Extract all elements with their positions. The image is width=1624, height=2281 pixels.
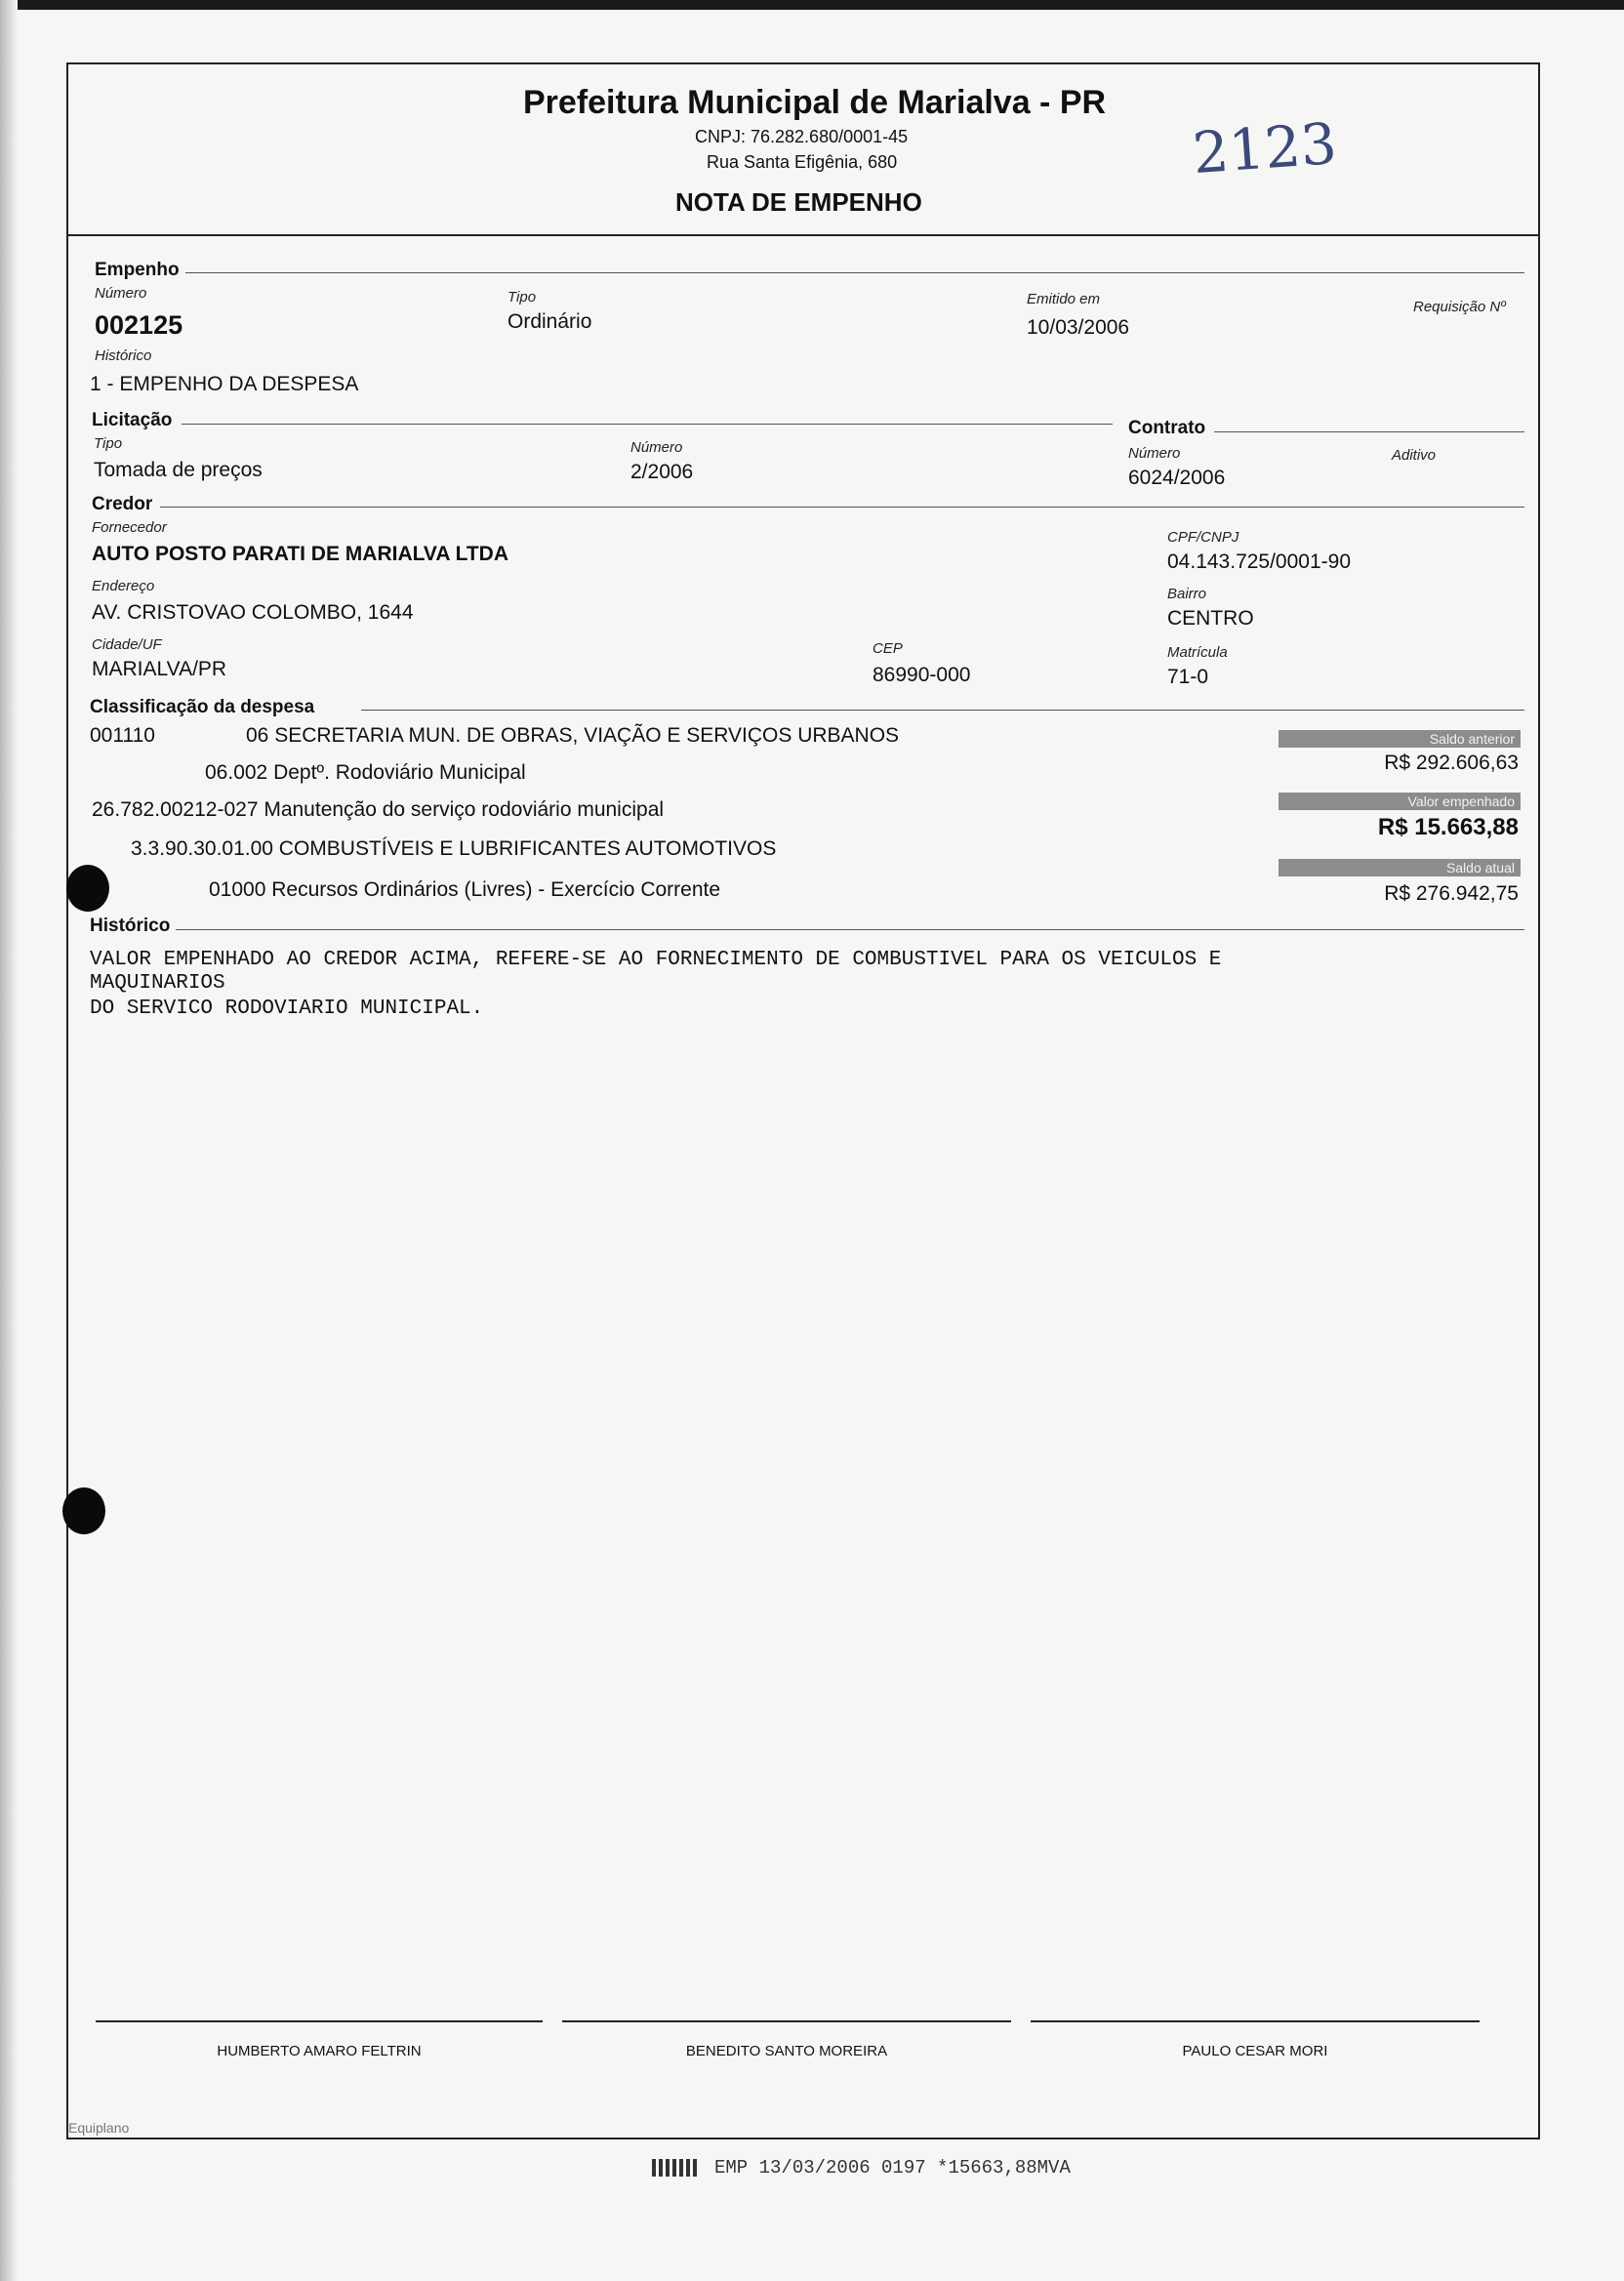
fornecedor-cep: 86990-000 (873, 664, 971, 686)
punch-hole-bottom (62, 1487, 105, 1534)
contrato-numero: 6024/2006 (1128, 467, 1226, 489)
label-requisicao: Requisição Nº (1413, 299, 1506, 315)
section-historico: Histórico (90, 916, 171, 936)
label-licitacao-tipo: Tipo (94, 435, 123, 452)
header-divider (66, 234, 1540, 236)
fornecedor-endereco: AV. CRISTOVAO COLOMBO, 1644 (92, 601, 414, 624)
rule-credor (160, 507, 1524, 508)
label-aditivo: Aditivo (1392, 447, 1437, 464)
label-bairro: Bairro (1167, 586, 1207, 602)
equiplano-brand: Equiplano (68, 2120, 130, 2136)
signature-line-1 (96, 2020, 543, 2022)
label-matricula: Matrícula (1167, 644, 1228, 661)
scan-top-edge (0, 0, 1624, 10)
empenho-historico: 1 - EMPENHO DA DESPESA (90, 373, 359, 395)
historico-line2: MAQUINARIOS (90, 972, 225, 995)
rule-historico (176, 929, 1524, 930)
signature-line-3 (1031, 2020, 1480, 2022)
saldo-anterior-value: R$ 292.606,63 (1384, 752, 1519, 774)
signature-name-1: HUMBERTO AMARO FELTRIN (217, 2043, 422, 2059)
empenho-tipo: Ordinário (508, 310, 592, 333)
saldo-atual-value: R$ 276.942,75 (1384, 882, 1519, 905)
empenho-number: 002125 (95, 310, 183, 340)
footer-stamp (652, 2157, 1071, 2179)
signature-name-2: BENEDITO SANTO MOREIRA (685, 2043, 888, 2059)
empenho-emitido: 10/03/2006 (1027, 316, 1130, 339)
stamp-logo-icon (652, 2159, 699, 2177)
rule-contrato (1214, 431, 1524, 432)
label-endereco: Endereço (92, 578, 155, 594)
historico-line1: VALOR EMPENHADO AO CREDOR ACIMA, REFERE-SE AO FORNECIMENTO DE COMBUSTIVEL PARA OS VEICULOS E (90, 949, 1222, 971)
label-cpf: CPF/CNPJ (1167, 529, 1239, 546)
signature-line-2 (562, 2020, 1011, 2022)
licitacao-tipo: Tomada de preços (94, 459, 263, 481)
label-licitacao-numero: Número (630, 439, 683, 456)
fornecedor-cidade: MARIALVA/PR (92, 658, 227, 680)
section-empenho: Empenho (95, 260, 180, 280)
classificacao-line2: 06.002 Deptº. Rodoviário Municipal (205, 761, 526, 784)
classificacao-line3: 26.782.00212-027 Manutenção do serviço rodoviário municipal (92, 798, 665, 821)
municipality-title: Prefeitura Municipal de Marialva - PR (523, 84, 1107, 121)
classificacao-line1: 06 SECRETARIA MUN. DE OBRAS, VIAÇÃO E SERVIÇOS URBANOS (246, 724, 900, 747)
fornecedor-cnpj: 04.143.725/0001-90 (1167, 550, 1352, 573)
cnpj-line: CNPJ: 76.282.680/0001-45 (695, 127, 909, 146)
licitacao-numero: 2/2006 (630, 461, 694, 483)
document-title: NOTA DE EMPENHO (675, 187, 922, 217)
fornecedor-bairro: CENTRO (1167, 607, 1254, 630)
label-fornecedor: Fornecedor (92, 519, 167, 536)
section-credor: Credor (92, 494, 153, 514)
valor-empenhado-value: R$ 15.663,88 (1377, 814, 1519, 840)
section-classificacao: Classificação da despesa (90, 697, 315, 717)
section-licitacao: Licitação (92, 410, 173, 430)
fornecedor-name: AUTO POSTO PARATI DE MARIALVA LTDA (92, 543, 508, 565)
label-contrato-numero: Número (1128, 445, 1181, 462)
label-tipo: Tipo (508, 289, 537, 305)
rule-classificacao (361, 710, 1524, 711)
rule-licitacao (182, 424, 1113, 425)
label-cep: CEP (873, 640, 903, 657)
fornecedor-matricula: 71-0 (1167, 666, 1209, 688)
label-numero: Número (95, 285, 147, 302)
handwritten-number: 2123 (1190, 109, 1339, 187)
section-contrato: Contrato (1128, 418, 1206, 438)
signature-name-3: PAULO CESAR MORI (1182, 2043, 1328, 2059)
classificacao-code: 001110 (90, 724, 155, 747)
address-line: Rua Santa Efigênia, 680 (707, 152, 898, 172)
label-cidade: Cidade/UF (92, 636, 162, 653)
stamp-text: EMP 13/03/2006 0197 *15663,88MVA (714, 2157, 1071, 2179)
classificacao-line5: 01000 Recursos Ordinários (Livres) - Exercício Corrente (209, 878, 721, 901)
saldo-anterior-label: Saldo anterior (1279, 730, 1521, 748)
historico-line3: DO SERVICO RODOVIARIO MUNICIPAL. (90, 998, 484, 1020)
valor-empenhado-label: Valor empenhado (1279, 793, 1521, 810)
label-historico-empenho: Histórico (95, 347, 152, 364)
classificacao-line4: 3.3.90.30.01.00 COMBUSTÍVEIS E LUBRIFICANTES AUTOMOTIVOS (131, 837, 777, 860)
label-emitido: Emitido em (1027, 291, 1101, 307)
punch-hole-top (66, 865, 109, 912)
rule-empenho (185, 272, 1524, 273)
scan-left-shadow (0, 0, 18, 2281)
saldo-atual-label: Saldo atual (1279, 859, 1521, 876)
